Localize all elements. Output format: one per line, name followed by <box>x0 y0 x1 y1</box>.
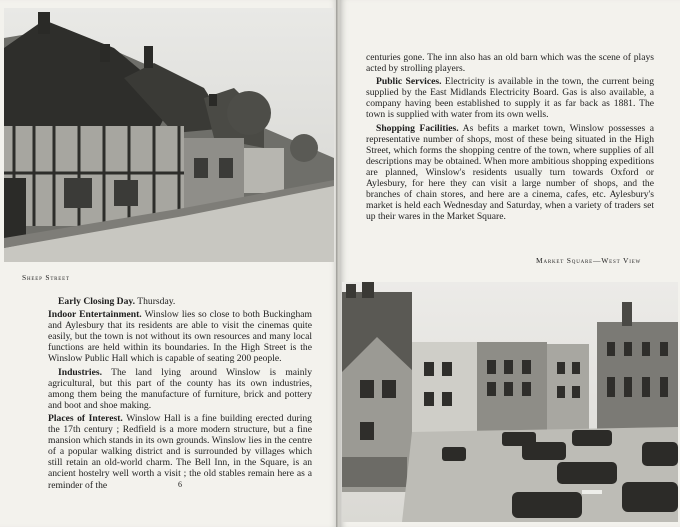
paragraph-industries: Industries. The land lying around Winslow is mainly agricultural, but this part of the county has its own industries, among them being the manufacture of furniture, brick and pottery and boot and shoe making. <box>48 366 312 411</box>
right-page-text <box>366 52 654 224</box>
paragraph-shopping-facilities: Shopping Facilities. As befits a market town, Winslow possesses a representative number of shops, most of these being situated in the High Street, which forms the shopping centre of the town, where supplies of all descriptions may be obtained. When more ambitious shopping expeditions are planned, Winslow's residents usually turn towards Oxford or Aylesbury, for here they can visit a large number of shops, and the branches of chain stores, and here are a cinema, cafes, etc. Aylesbury's market is held each Wednesday and Saturday, when a variety of traders set up their wares in the Market Square. <box>366 122 654 223</box>
left-page-text <box>48 296 312 493</box>
page-number: 6 <box>178 480 182 489</box>
paragraph-continuation: centuries gone. The inn also has an old barn which was the scene of plays acted by strolling players. <box>366 52 654 75</box>
photo-caption: Market Square—West View <box>536 256 642 265</box>
sheep-street-photo <box>4 8 334 262</box>
paragraph-public-services: Public Services. Electricity is available in the town, the current being supplied by the East Midlands Electricity Board. Gas is also available, a company having been established to supply it as far back as 1881. The town is supplied with water from its own wells. <box>366 76 654 121</box>
paragraph-places-of-interest: Places of Interest. Winslow Hall is a fine building erected during the 17th century ; Redfield is a more modern structure, but a fine mansion which stands in its own grounds. Winslow lies in the centre of a popular walking district and is surrounded by villages which still retain an old-world charm. The Bell Inn, in the Square, is an ancient hostelry well worth a visit ; the old stables remain here as a reminder of the <box>48 412 312 491</box>
market-square-photo <box>342 282 678 522</box>
right-page <box>340 0 680 527</box>
paragraph-indoor-entertainment: Indoor Entertainment. Winslow lies so close to both Buckingham and Aylesbury that its residents are able to visit the cinemas quite easily, but the town is not without its own resources and many local functions are held within its boundaries. In the High Street is the Winslow Public Hall which is capable of seating 200 people. <box>48 309 312 365</box>
photo-caption: Sheep Street <box>22 273 70 282</box>
left-page <box>0 0 338 527</box>
paragraph-early-closing: Early Closing Day. Thursday. <box>58 296 176 307</box>
